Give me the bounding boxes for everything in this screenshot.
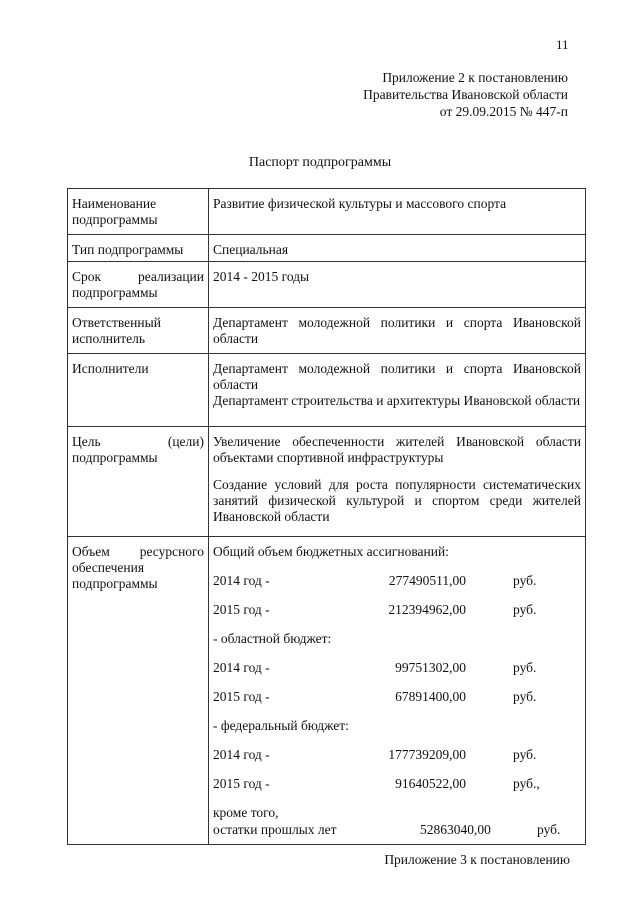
row-value: Департамент молодежной политики и спорта Ивановской области	[209, 308, 586, 354]
table-row	[68, 537, 586, 845]
year: 2015 год -	[213, 602, 270, 617]
table-row	[68, 235, 586, 262]
total-2015	[213, 602, 581, 631]
row-label	[68, 262, 209, 308]
regional-2015	[213, 689, 581, 718]
currency: руб.	[513, 747, 537, 762]
executor-1: Департамент молодежной политики и спорта Ивановской области	[213, 361, 581, 392]
passport-table	[67, 188, 586, 845]
currency: руб.,	[513, 776, 540, 791]
row-label	[68, 537, 209, 845]
amount: 277490511,00	[388, 573, 466, 588]
row-label: Исполнители	[68, 354, 209, 427]
table-row	[68, 427, 586, 537]
total-title: Общий объем бюджетных ассигнований:	[213, 544, 449, 559]
goal-1: Увеличение обеспеченности жителей Ивановской области объектами спортивной инфраструктуры	[213, 434, 581, 465]
header-line-1: Приложение 2 к постановлению	[382, 70, 568, 85]
currency: руб.	[513, 660, 537, 675]
goal-2: Создание условий для роста популярности систематических занятий физической культурой и спортом среди жителей Ивановской области	[213, 477, 581, 524]
currency: руб.	[513, 573, 537, 588]
funding-cell	[209, 537, 586, 845]
funding-label: Объем ресурсного обеспечения подпрограммы	[72, 544, 204, 591]
table-row	[68, 189, 586, 235]
row-value: Специальная	[209, 235, 586, 262]
appendix-header	[363, 69, 568, 120]
amount: 67891400,00	[395, 689, 466, 704]
remainder-currency: руб.	[537, 822, 561, 837]
year: 2014 год -	[213, 660, 270, 675]
row-value: Развитие физической культуры и массового спорта	[209, 189, 586, 235]
federal-2014	[213, 747, 581, 776]
row-label: Наименование подпрограммы	[68, 189, 209, 235]
currency: руб.	[513, 602, 537, 617]
table-row	[68, 262, 586, 308]
page-title: Паспорт подпрограммы	[248, 155, 392, 170]
row-label: Ответственный исполнитель	[68, 308, 209, 354]
row-label: Тип подпрограммы	[68, 235, 209, 262]
page-number: 11	[556, 37, 569, 52]
year: 2015 год -	[213, 689, 270, 704]
amount: 99751302,00	[395, 660, 466, 675]
year: 2015 год -	[213, 776, 270, 791]
federal-2015	[213, 776, 581, 805]
amount: 212394962,00	[388, 602, 466, 617]
year: 2014 год -	[213, 573, 270, 588]
executor-2: Департамент строительства и архитектуры Ивановской области	[213, 393, 581, 408]
amount: 177739209,00	[388, 747, 466, 762]
remainder-label: остатки прошлых лет	[213, 822, 337, 837]
federal-title: - федеральный бюджет:	[213, 718, 349, 733]
remainder-amount: 52863040,00	[420, 822, 491, 837]
header-line-3: от 29.09.2015 № 447-п	[439, 104, 568, 119]
row-value: 2014 - 2015 годы	[209, 262, 586, 308]
year: 2014 год -	[213, 747, 270, 762]
besides-text: кроме того,	[213, 805, 279, 820]
amount: 91640522,00	[395, 776, 466, 791]
header-line-2: Правительства Ивановской области	[363, 87, 568, 102]
currency: руб.	[513, 689, 537, 704]
goals-label: Цель (цели) подпрограммы	[72, 434, 204, 465]
total-2014	[213, 573, 581, 602]
term-label: Срок реализации подпрограммы	[72, 269, 204, 300]
table-row	[68, 308, 586, 354]
regional-title: - областной бюджет:	[213, 631, 332, 646]
table-row	[68, 354, 586, 427]
row-value	[209, 427, 586, 537]
next-appendix-header: Приложение 3 к постановлению	[384, 852, 570, 867]
row-label	[68, 427, 209, 537]
row-value	[209, 354, 586, 427]
remainder	[213, 805, 581, 841]
regional-2014	[213, 660, 581, 689]
